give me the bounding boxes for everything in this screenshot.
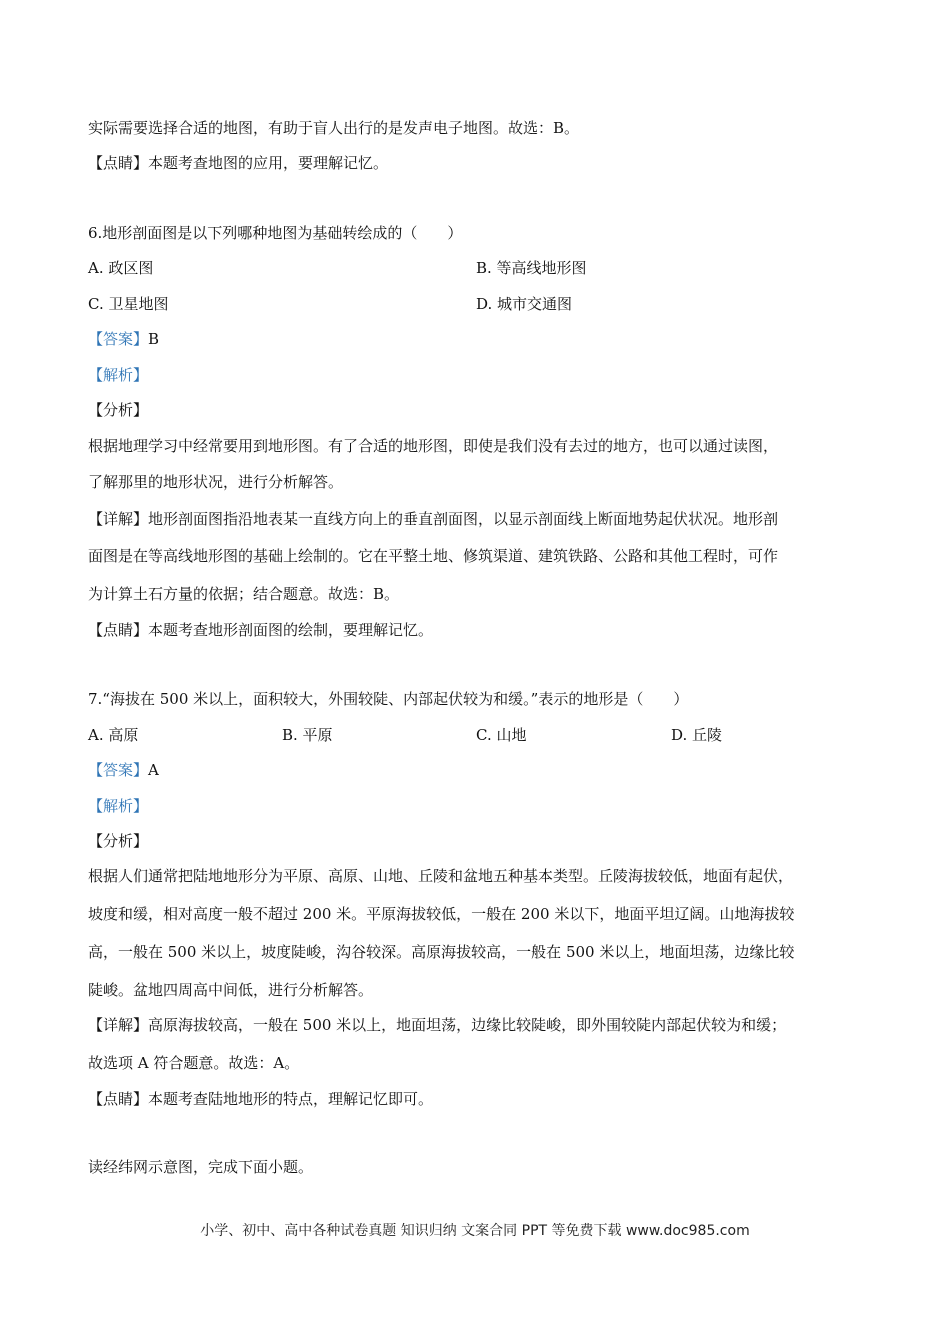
question-7: 7.“海拔在 500 米以上，面积较大，外围较陡、内部起伏较为和缓。”表示的地形是（ ）	[88, 690, 689, 708]
q7-analysis-line: 根据人们通常把陆地地形分为平原、高原、山地、丘陵和盆地五种基本类型。丘陵海拔较低，地面有起伏，	[88, 867, 794, 885]
q7-option-d: D. 丘陵	[671, 726, 723, 744]
q6-detail-line: 【详解】地形剖面图指沿地表某一直线方向上的垂直剖面图，以显示剖面线上断面地势起伏状况。地形剖	[88, 510, 779, 528]
q6-option-c: C. 卫星地图	[88, 295, 169, 313]
q7-option-b: B. 平原	[282, 726, 333, 744]
q6-option-d: D. 城市交通图	[476, 295, 573, 313]
q7-analysis-line: 高，一般在 500 米以上，坡度陡峻，沟谷较深。高原海拔较高，一般在 500 米以上，地面坦荡，边缘比较	[88, 943, 795, 961]
dianjing-note: 【点睛】本题考查地图的应用，要理解记忆。	[88, 154, 389, 172]
q6-dianjing: 【点睛】本题考查地形剖面图的绘制，要理解记忆。	[88, 621, 434, 639]
q7-analysis-line: 坡度和缓，相对高度一般不超过 200 米。平原海拔较低，一般在 200 米以下，地面平坦辽阔。山地海拔较	[88, 905, 795, 923]
q7-option-c: C. 山地	[476, 726, 527, 744]
q7-option-a: A. 高原	[88, 726, 139, 744]
q6-analysis-line: 了解那里的地形状况，进行分析解答。	[88, 473, 344, 491]
q6-jiexi-label: 【解析】	[88, 366, 149, 384]
question-6: 6.地形剖面图是以下列哪种地图为基础转绘成的（ ）	[88, 224, 463, 242]
q6-detail-line: 为计算土石方量的依据；结合题意。故选：B。	[88, 585, 400, 603]
q7-analysis-line: 陡峻。盆地四周高中间低，进行分析解答。	[88, 981, 374, 999]
q6-analysis-line: 根据地理学习中经常要用到地形图。有了合适的地形图，即使是我们没有去过的地方，也可以通过读图，	[88, 437, 779, 455]
section-intro: 读经纬网示意图，完成下面小题。	[88, 1158, 314, 1176]
q7-fenxi-label: 【分析】	[88, 832, 149, 850]
answer-label: 【答案】	[88, 330, 149, 348]
answer-value: A	[148, 761, 159, 779]
q7-answer	[88, 760, 159, 780]
text-line: 实际需要选择合适的地图，有助于盲人出行的是发声电子地图。故选：B。	[88, 119, 580, 137]
document-page	[88, 0, 878, 1344]
q6-fenxi-label: 【分析】	[88, 401, 149, 419]
q6-answer	[88, 329, 159, 349]
q6-option-a: A. 政区图	[88, 259, 154, 277]
q7-dianjing: 【点睛】本题考查陆地地形的特点，理解记忆即可。	[88, 1090, 434, 1108]
page-footer: 小学、初中、高中各种试卷真题 知识归纳 文案合同 PPT 等免费下载 www.doc985.com	[200, 1223, 750, 1239]
q6-option-b: B. 等高线地形图	[476, 259, 587, 277]
q7-detail-line: 【详解】高原海拔较高，一般在 500 米以上，地面坦荡，边缘比较陡峻，即外围较陡内部起伏较为和缓；	[88, 1016, 787, 1034]
answer-value: B	[148, 330, 160, 348]
q7-jiexi-label: 【解析】	[88, 797, 149, 815]
q6-detail-line: 面图是在等高线地形图的基础上绘制的。它在平整土地、修筑渠道、建筑铁路、公路和其他工程时，可作	[88, 547, 779, 565]
q7-detail-line: 故选项 A 符合题意。故选：A。	[88, 1054, 300, 1072]
answer-label: 【答案】	[88, 761, 149, 779]
